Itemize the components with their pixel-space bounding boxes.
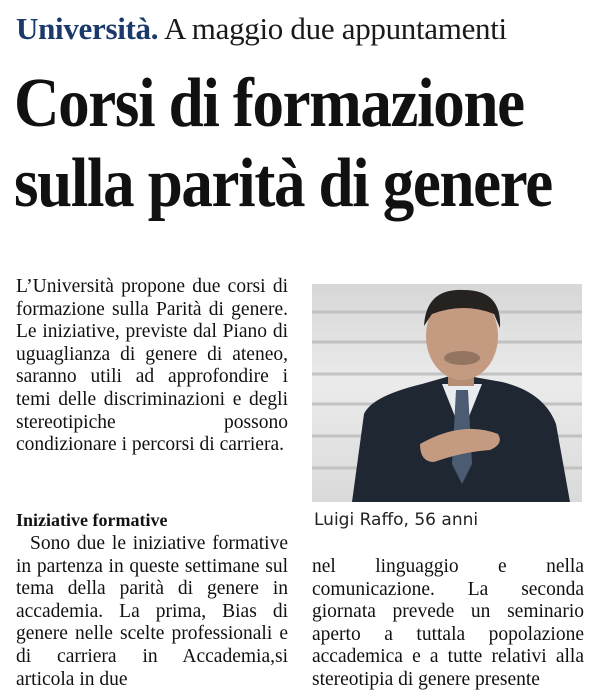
section-heading: Iniziative formative	[16, 510, 168, 530]
headline-line-2: sulla parità di genere	[14, 145, 552, 222]
body-column-2	[312, 556, 584, 692]
portrait-illustration	[312, 284, 582, 502]
section-label: Università.	[16, 11, 159, 46]
kicker-subtitle: A maggio due appuntamenti	[163, 11, 507, 46]
lead-paragraph	[16, 276, 288, 457]
body-text-1: Sono due le iniziative formative in partenza in queste settimane sul tema della parità di genere in accademia. La prima, Bias di genere nelle scelte professionali e di carriera in Accademia,si articola in due	[16, 533, 288, 690]
body-column-1	[16, 533, 288, 691]
headline-line-1: Corsi di formazione	[14, 65, 524, 142]
body-text-2: nel linguaggio e nella comunicazione. La seconda giornata prevede un seminario aperto a tuttala popolazione accademica e a tutte relativi alla stereotipia di genere presente	[312, 556, 584, 690]
portrait-photo	[312, 284, 582, 502]
headline	[14, 64, 552, 224]
lead-text: L’Università propone due corsi di formazione sulla Parità di genere. Le iniziative, previste dal Piano di uguaglianza di genere di ateneo, saranno utili ad approfondire i temi delle discriminazioni e degli stereotipiche possono condizionare i percorsi di carriera.	[16, 276, 288, 456]
article-kicker	[16, 10, 586, 48]
photo-caption: Luigi Raffo, 56 anni	[314, 510, 479, 530]
